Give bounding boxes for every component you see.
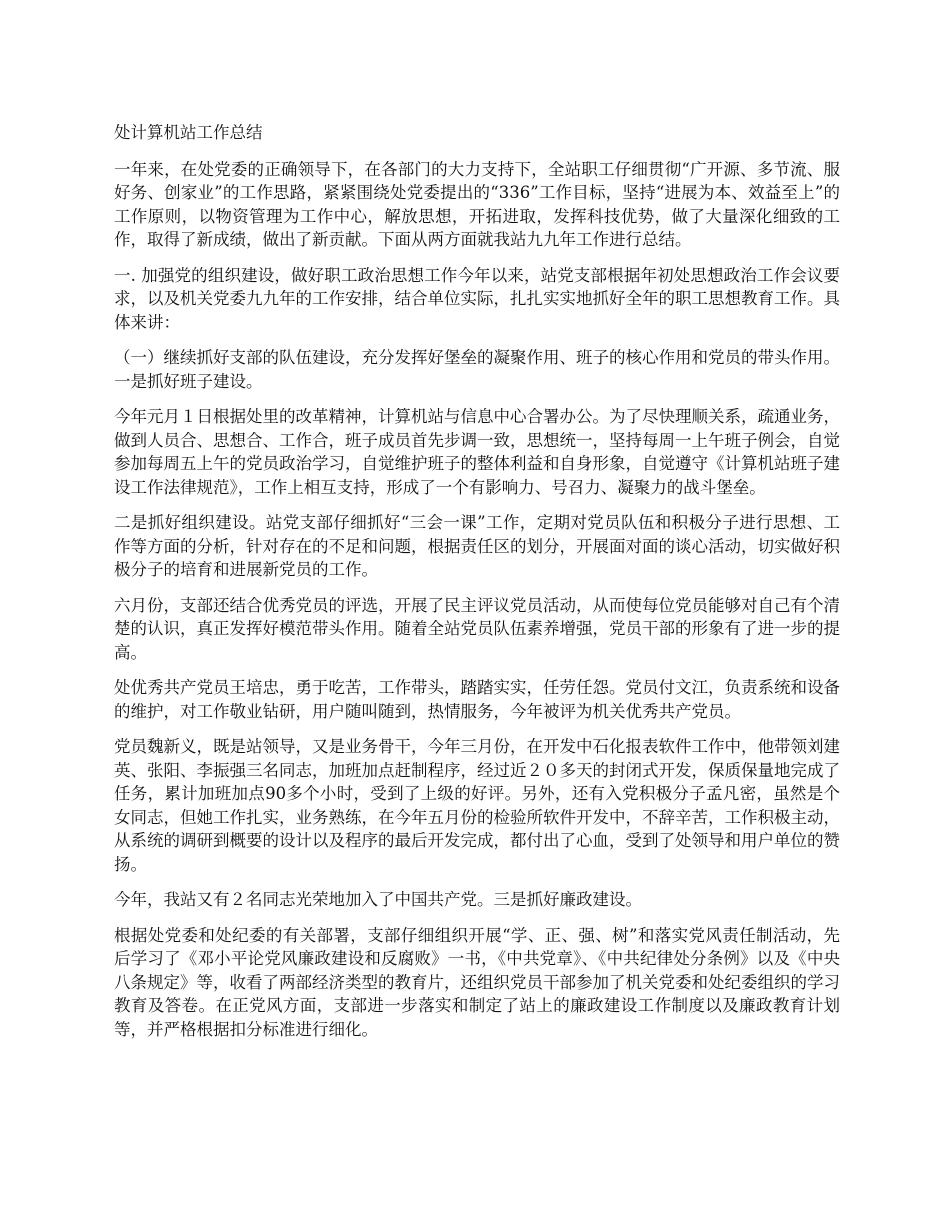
paragraph-leadership-team: 今年元月１日根据处里的改革精神，计算机站与信息中心合署办公。为了尽快理顺关系，疏通业务，做到人员合、思想合、工作合，班子成员首先步调一致，思想统一，坚持每周一上午班子例会，自觉参加每周五上午的党员政治学习，自觉维护班子的整体利益和自身形象，自觉遵守《计算机站班子建设工作法律规范》，工作上相互支持，形成了一个有影响力、号召力、凝聚力的战斗堡垒。: [114, 407, 840, 497]
paragraph-subsection-one: （一）继续抓好支部的队伍建设，充分发挥好堡垒的凝聚作用、班子的核心作用和党员的带头作用。一是抓好班子建设。: [114, 348, 840, 391]
paragraph-intro: 一年来，在处党委的正确领导下，在各部门的大力支持下，全站职工仔细贯彻“广开源、多节流、服好务、创家业”的工作思路，紧紧围绕处党委提出的“336”工作目标，坚持“进展为本、效益至上”的工作原则，以物资管理为工作中心，解放思想，开拓进取，发挥科技优势，做了大量深化细致的工作，取得了新成绩，做出了新贡献。下面从两方面就我站九九年工作进行总结。: [114, 159, 840, 249]
paragraph-section-one: 一. 加强党的组织建设，做好职工政治思想工作今年以来，站党支部根据年初处思想政治工作会议要求，以及机关党委九九年的工作安排，结合单位实际，扎扎实实地抓好全年的职工思想教育工作。具体来讲：: [114, 265, 840, 332]
paragraph-wei-xinyi: 党员魏新义，既是站领导，又是业务骨干，今年三月份，在开发中石化报表软件工作中，他带领刘建英、张阳、李振强三名同志，加班加点赶制程序，经过近２０多天的封闭式开发，保质保量地完成了任务，累计加班加点90多个小时，受到了上级的好评。另外，还有入党积极分子孟凡密，虽然是个女同志，但她工作扎实，业务熟练，在今年五月份的检验所软件开发中，不辞辛苦，工作积极主动，从系统的调研到概要的设计以及程序的最后开发完成，都付出了心血，受到了处领导和用户单位的赞扬。: [114, 737, 840, 874]
document-page: [114, 121, 840, 1053]
paragraph-organization-building: 二是抓好组织建设。站党支部仔细抓好“三会一课”工作，定期对党员队伍和积极分子进行思想、工作等方面的分析，针对存在的不足和问题，根据责任区的划分，开展面对面的谈心活动，切实做好积极分子的培育和进展新党员的工作。: [114, 513, 840, 579]
document-title: 处计算机站工作总结: [114, 123, 263, 142]
paragraph-new-members: 今年，我站又有２名同志光荣地加入了中国共产党。三是抓好廉政建设。: [114, 890, 642, 909]
paragraph-integrity-building: 根据处党委和处纪委的有关部署，支部仔细组织开展“学、正、强、树”和落实党风责任制活动，先后学习了《邓小平论党风廉政建设和反腐败》一书，《中共党章》、《中共纪律处分条例》以及《中央八条规定》等，收看了两部经济类型的教育片，还组织党员干部参加了机关党委和处纪委组织的学习教育及答卷。在正党风方面，支部进一步落实和制定了站上的廉政建设工作制度以及廉政教育计划等，并严格根据扣分标准进行细化。: [114, 925, 840, 1039]
paragraph-june-evaluation: 六月份，支部还结合优秀党员的评选，开展了民主评议党员活动，从而使每位党员能够对自己有个清楚的认识，真正发挥好模范带头作用。随着全站党员队伍素养增强，党员干部的形象有了进一步的提高。: [114, 595, 840, 662]
paragraph-outstanding-members: 处优秀共产党员王培忠，勇于吃苦，工作带头，踏踏实实，任劳任怨。党员付文江，负责系统和设备的维护，对工作敬业钻研，用户随叫随到，热情服务，今年被评为机关优秀共产党员。: [114, 678, 840, 721]
